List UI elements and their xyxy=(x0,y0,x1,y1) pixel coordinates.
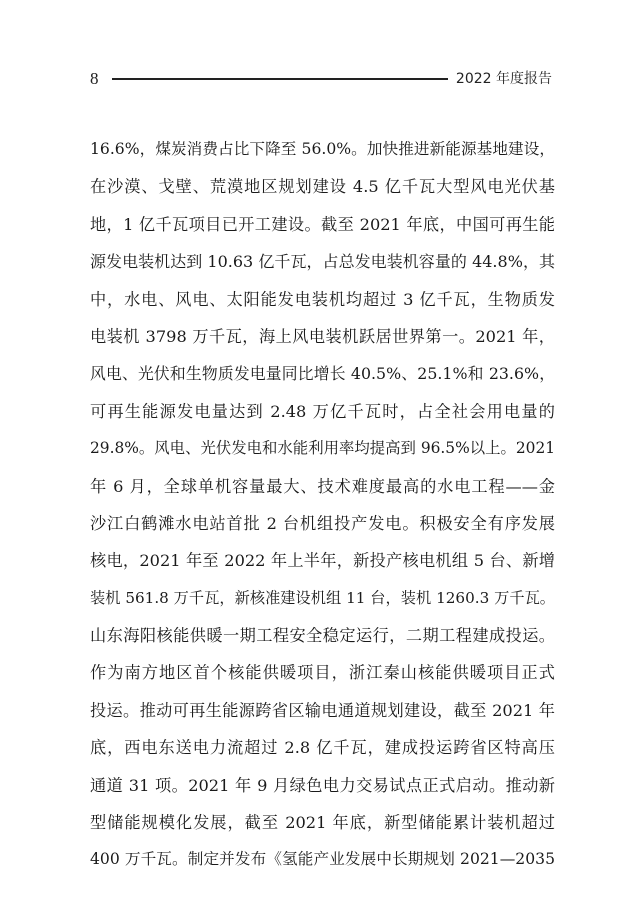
report-title: 2022 年度报告 xyxy=(455,71,552,87)
text-line: 地，1 亿千瓦项目已开工建设。截至 2021 年底，中国可再生能 xyxy=(90,214,555,234)
text-line: 沙江白鹤滩水电站首批 2 台机组投产发电。积极安全有序发展 xyxy=(90,513,555,533)
text-line: 作为南方地区首个核能供暖项目，浙江秦山核能供暖项目正式 xyxy=(90,663,555,683)
text-line: 源发电装机达到 10.63 亿千瓦，占总发电装机容量的 44.8%，其 xyxy=(90,252,555,272)
text-line: 装机 561.8 万千瓦，新核准建设机组 11 台，装机 1260.3 万千瓦。 xyxy=(90,588,555,607)
text-line: 底，西电东送电力流超过 2.8 亿千瓦，建成投运跨省区特高压 xyxy=(90,738,555,758)
text-line: 风电、光伏和生物质发电量同比增长 40.5%、25.1%和 23.6%， xyxy=(90,364,555,384)
text-line: 在沙漠、戈壁、荒漠地区规划建设 4.5 亿千瓦大型风电光伏基 xyxy=(90,177,555,197)
text-line: 核电，2021 年至 2022 年上半年，新投产核电机组 5 台、新增 xyxy=(90,551,555,571)
text-line: 型储能规模化发展，截至 2021 年底，新型储能累计装机超过 xyxy=(90,813,555,833)
body-paragraph xyxy=(90,131,555,879)
text-line: 可再生能源发电量达到 2.48 万亿千瓦时，占全社会用电量的 xyxy=(90,401,555,421)
text-line: 中，水电、风电、太阳能发电装机均超过 3 亿千瓦，生物质发 xyxy=(90,289,555,309)
text-line: 400 万千瓦。制定并发布《氢能产业发展中长期规划 2021—2035 xyxy=(90,850,555,869)
text-line: 16.6%，煤炭消费占比下降至 56.0%。加快推进新能源基地建设， xyxy=(90,140,555,158)
text-line: 山东海阳核能供暖一期工程安全稳定运行，二期工程建成投运。 xyxy=(90,626,555,646)
text-line: 投运。推动可再生能源跨省区输电通道规划建设，截至 2021 年 xyxy=(90,700,555,720)
text-line: 通道 31 项。2021 年 9 月绿色电力交易试点正式启动。推动新 xyxy=(90,775,555,795)
page-header xyxy=(90,66,552,92)
text-line: 电装机 3798 万千瓦，海上风电装机跃居世界第一。2021 年， xyxy=(90,326,555,346)
page-number: 8 xyxy=(90,69,99,88)
header-rule xyxy=(112,78,448,80)
text-line: 29.8%。风电、光伏发电和水能利用率均提高到 96.5%以上。2021 xyxy=(90,439,555,458)
text-line: 年 6 月，全球单机容量最大、技术难度最高的水电工程——金 xyxy=(90,476,555,496)
